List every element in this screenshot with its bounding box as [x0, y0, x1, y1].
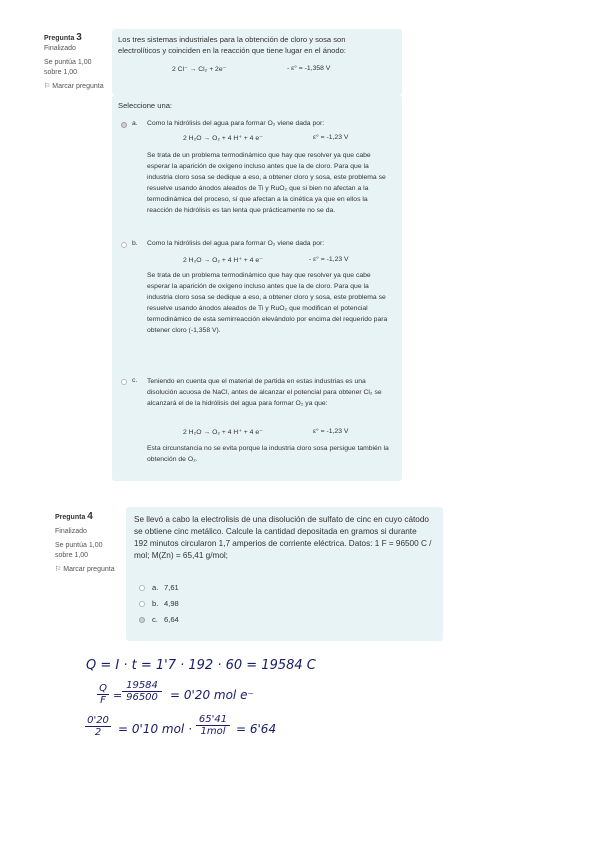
q4-option-c-value: 6,64 — [164, 615, 179, 624]
q4-flag[interactable]: ⚐ Marcar pregunta — [55, 566, 115, 573]
q4-option-a-radio[interactable] — [139, 585, 145, 591]
q3-option-b-lead: Como la hidrólisis del agua para formar O₂ viene dada por: — [147, 240, 325, 247]
handwritten-line-3-mid: = 0'10 mol · — [118, 722, 192, 736]
q4-option-b-radio[interactable] — [139, 601, 145, 607]
q3-option-c-letter: c. — [132, 377, 138, 384]
q4-status: Finalizado — [55, 528, 87, 535]
handwritten-q-over-f: Q F — [97, 683, 109, 706]
q4-option-a-letter: a. — [152, 583, 159, 592]
q4-info — [55, 512, 117, 575]
handwritten-fraction-3: 65'41 1mol — [196, 714, 230, 737]
handwritten-line-3-result: = 6'64 — [236, 722, 277, 736]
handwritten-line-2-result: = 0'20 mol e⁻ — [170, 688, 254, 702]
q4-option-c-radio[interactable] — [139, 617, 145, 623]
q3-option-b-radio[interactable] — [121, 242, 127, 248]
q4-option-b-value: 4,98 — [164, 599, 179, 608]
q4-score: Se puntúa 1,00 sobre 1,00 — [55, 542, 103, 559]
handwritten-eq-sign: = — [113, 689, 123, 702]
q3-option-a-letter: a. — [132, 120, 138, 127]
q3-option-a-radio[interactable] — [121, 122, 127, 128]
q4-number: Pregunta 4 — [55, 511, 93, 522]
q3-option-a-potential: ε° = -1,23 V — [313, 134, 349, 141]
q3-option-c-equation: 2 H₂O → O₂ + 4 H⁺ + 4 e⁻ — [183, 429, 263, 436]
q3-option-b-potential: - ε° = -1,23 V — [309, 256, 349, 263]
q3-option-a-equation: 2 H₂O → O₂ + 4 H⁺ + 4 e⁻ — [183, 135, 263, 142]
q4-stem: Se llevó a cabo la electrolisis de una disolución de sulfato de cinc en cuyo cátodo se obtiene cinc metálico. Calcule la cantidad depositada en gramos si durante 192 minutos circularon 1,7 amperios de corriente eléctrica. Datos: 1 F = 96500 C / mol; M(Zn) = 65,41 g/mol; — [134, 515, 432, 560]
q3-option-c-potential: ε° = -1,23 V — [313, 428, 349, 435]
q3-info — [44, 33, 106, 92]
flag-icon: ⚐ — [55, 566, 62, 573]
q3-option-a-lead: Como la hidrólisis del agua para formar O₂ viene dada por: — [147, 120, 325, 127]
handwritten-fraction-1: 19584 96500 — [122, 680, 162, 703]
q3-option-c-lead: Teniendo en cuenta que el material de partida en estas industrias es una disolución acuosa de NaCl, antes de alcanzar el potencial para obtener Cl₂ se alcanzará el de la hidrólisis del agua para formar O₂ ya que: — [147, 378, 382, 408]
q3-flag[interactable]: ⚐ Marcar pregunta — [44, 83, 104, 90]
q4-option-b-letter: b. — [152, 599, 159, 608]
q3-number: Pregunta 3 — [44, 32, 82, 43]
q3-stem-potential: - ε° = -1,358 V — [287, 65, 331, 72]
q3-option-a-body: Se trata de un problema termodinámico que hay que resolver ya que cabe esperar la aparición de oxígeno incluso antes que la de cloro. Para que la industria cloro sosa se dedique a eso, a obtener cloro y sosa, este problema se resuelve usando ánodos aleados de Ti y RuO₂ que si bien no afectan a la termodinámica del proceso, sí que afectan a la cinética ya que en ellos la reacción de hidrólisis es tan lenta que prácticamente no se da. — [147, 152, 386, 215]
q3-option-c-radio[interactable] — [121, 379, 127, 385]
q3-option-b-letter: b. — [132, 240, 138, 247]
handwritten-line-1: Q = I · t = 1'7 · 192 · 60 = 19584 C — [86, 658, 316, 673]
q3-option-b-equation: 2 H₂O → O₂ + 4 H⁺ + 4 e⁻ — [183, 257, 263, 264]
q3-option-c-body: Esta circunstancia no se evita porque la industria cloro sosa persigue también la obtención de O₂. — [147, 445, 389, 464]
handwritten-fraction-2: 0'20 2 — [85, 715, 111, 738]
q3-score: Se puntúa 1,00 sobre 1,00 — [44, 59, 92, 76]
q3-stem-equation: 2 Cl⁻ → Cl₂ + 2e⁻ — [172, 66, 227, 73]
q3-option-b-body: Se trata de un problema termodinámico que hay que resolver ya que cabe esperar la aparición de oxígeno incluso antes que la de cloro. Para que la industria cloro sosa se dedique a eso, a obtener cloro y sosa, este problema se resuelve usando ánodos aleados de Ti y RuO₂ que modifican el potencial termodinámico de esta semirreacción elevándolo por encima del requerido para obtener cloro (-1,358 V). — [147, 272, 388, 335]
q3-stem: Los tres sistemas industriales para la obtención de cloro y sosa son electrolíticos y coinciden en la reacción que tiene lugar en el ánodo: — [118, 35, 346, 55]
q4-option-a-value: 7,61 — [164, 583, 179, 592]
flag-icon: ⚐ — [44, 83, 51, 90]
q3-status: Finalizado — [44, 45, 76, 52]
q3-select-prompt: Seleccione una: — [118, 101, 173, 110]
q4-option-c-letter: c. — [152, 615, 158, 624]
